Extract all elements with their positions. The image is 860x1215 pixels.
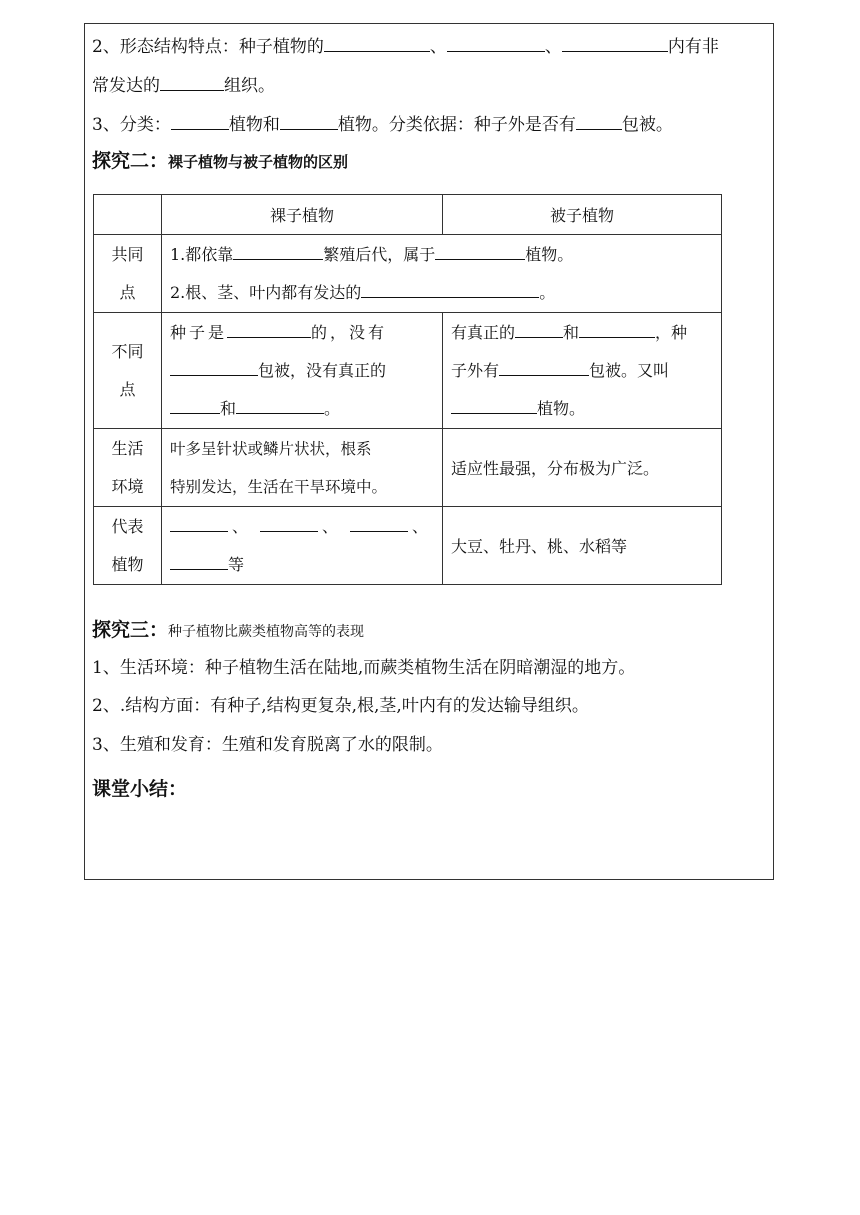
blank[interactable] [160, 73, 224, 91]
blank[interactable] [562, 34, 668, 52]
env-gymnosperm: 叶多呈针状或鳞片状状，根系 特别发达，生活在干旱环境中。 [162, 429, 443, 507]
rep-gymnosperm: 、 、 、 等 [162, 507, 443, 585]
explore3-item3: 3、生殖和发育：生殖和发育脱离了水的限制。 [92, 735, 443, 755]
table-row-common [94, 235, 722, 313]
table-row-rep [94, 507, 722, 585]
header-gymnosperm: 裸子植物 [162, 195, 443, 235]
blank[interactable] [447, 34, 545, 52]
blank[interactable] [227, 320, 311, 338]
blank[interactable] [280, 112, 338, 130]
table-header-row [94, 195, 722, 235]
blank[interactable] [170, 358, 258, 376]
diff-gymnosperm: 种子是 的，没有 包被，没有真正的 和 。 [162, 313, 443, 429]
blank[interactable] [170, 552, 228, 570]
explore3-heading: 探究三：种子植物比蕨类植物高等的表现 [92, 619, 365, 641]
env-angiosperm: 适应性最强，分布极为广泛。 [443, 429, 722, 507]
diff-angiosperm: 有真正的 和 ，种 子外有 包被。又叫 植物。 [443, 313, 722, 429]
blank[interactable] [171, 112, 229, 130]
row-label-common: 共同 点 [94, 235, 162, 313]
blank[interactable] [579, 320, 655, 338]
blank[interactable] [499, 358, 589, 376]
comparison-table [93, 194, 722, 585]
row-label-env: 生活 环境 [94, 429, 162, 507]
explore2-heading: 探究二：裸子植物与被子植物的区别 [92, 150, 349, 172]
blank[interactable] [324, 34, 430, 52]
blank[interactable] [515, 320, 563, 338]
header-angiosperm: 被子植物 [443, 195, 722, 235]
explore3-item1: 1、生活环境：种子植物生活在陆地,而蕨类植物生活在阴暗潮湿的地方。 [92, 658, 636, 678]
explore3-item2: 2、.结构方面：有种子,结构更复杂,根,茎,叶内有的发达输导组织。 [92, 696, 589, 716]
blank[interactable] [435, 242, 525, 260]
blank[interactable] [451, 396, 537, 414]
item2-line2: 常发达的 组织。 [92, 73, 275, 97]
summary-heading: 课堂小结： [92, 778, 188, 800]
item2-line1: 2、形态结构特点：种子植物的 、 、 内有非 [92, 34, 719, 58]
table-row-env [94, 429, 722, 507]
blank[interactable] [350, 514, 408, 532]
blank[interactable] [170, 396, 220, 414]
row-label-diff: 不同 点 [94, 313, 162, 429]
table-row-diff [94, 313, 722, 429]
blank[interactable] [576, 112, 622, 130]
blank[interactable] [361, 280, 539, 298]
blank[interactable] [260, 514, 318, 532]
common-content: 1.都依靠 繁殖后代，属于 植物。 2.根、茎、叶内都有发达的 。 [162, 235, 722, 313]
rep-angiosperm: 大豆、牡丹、桃、水稻等 [443, 507, 722, 585]
blank[interactable] [170, 514, 228, 532]
row-label-rep: 代表 植物 [94, 507, 162, 585]
item3-line: 3、分类： 植物和 植物。分类依据：种子外是否有 包被。 [92, 112, 673, 136]
header-empty [94, 195, 162, 235]
blank[interactable] [236, 396, 324, 414]
blank[interactable] [233, 242, 323, 260]
